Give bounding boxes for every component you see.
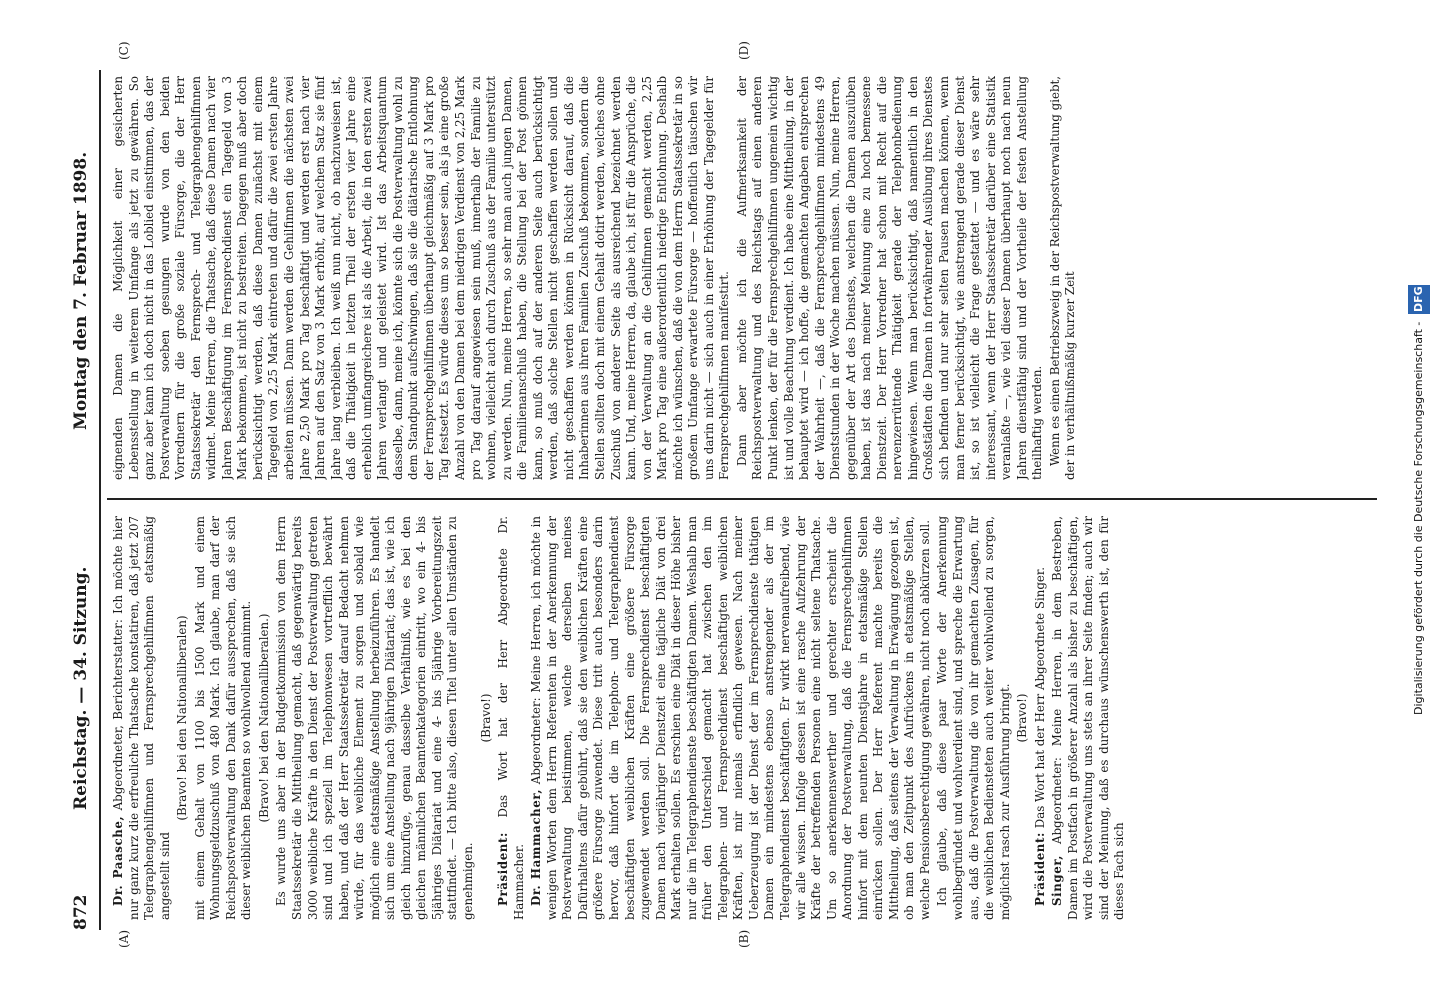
paragraph-text: Ich glaube, daß diese paar Worte der Anerkennung wohlbegründet und wohlverdient sind, und spreche die Erwartung aus, daß die Postverwaltung die von ihr gemachten Zusagen, für die weiblichen Bediensteten auch weiter wohlwollend zu sorgen, möglichst rasch zur Ausführung bringt. — [935, 516, 1012, 920]
paragraph — [1048, 76, 1079, 480]
dfg-logo: DFG — [1408, 285, 1430, 315]
header-left-title: Reichstag. — 34. Sitzung. — [71, 566, 91, 810]
page-number: 872 — [71, 894, 91, 930]
paragraph-text: Abgeordneter, Berichterstatter: Ich möchte hier nur ganz kurz die erfreuliche Thatsache konstatiren, daß jetzt 207 Telegraphengehilfinnen und Fernsprechgehilfinnen etatsmäßig angestellt sind — [111, 516, 172, 920]
speaker-name: Präsident: — [1032, 832, 1047, 906]
column-divider — [107, 498, 1377, 500]
paragraph-text: (Bravo!) — [478, 693, 493, 743]
paragraph — [935, 516, 1013, 920]
right-column — [111, 76, 1371, 480]
margin-marker-b: (B) — [737, 929, 751, 948]
paragraph-text: Das Wort hat der Herr Abgeordnete Dr. Hammacher. — [496, 516, 526, 920]
paragraph-text: Abgeordneter: Meine Herren, ich möchte in wenigen Worten dem Herrn Referenten in der Anerkennung der Postverwaltung beistimmen, welche derselben meines Dafürhaltens dafür gebührt, daß sie den weiblichen Kräften eine größere Fürsorge zuwendet. Diese tritt auch besonders darin hervor, daß hinfort die im Telephon- und Telegraphendienst beschäftigten weiblichen Kräften eine größere Fürsorge zugewendet werden soll. Die Fernsprechdienst beschäftigten Damen nach vierjähriger Dienstzeit eine tägliche Diät von drei Mark erhalten sollen. Es erschien eine Diät in dieser Höhe bisher nur die im Telegraphendienste beschäftigten Damen. Weshalb man früher den Unterschied gemacht hat zwischen den im Telegraphen- und Fernsprechdienst beschäftigten weiblichen Kräften, ist mir niemals erfindlich gewesen. Nach meiner Ueberzeugung ist der Dienst der im Fernsprechdienste thätigen Damen ein mindestens ebenso anstrengender als der im Telegraphendienst beschäftigten. Er wirkt nervenaufreibend, wie wir alle wissen. Infolge dessen ist eine rasche Aufzehrung der Kräfte der betreffenden Personen eine nicht seltene Thatsache. Um so anerkennenswerther und gerechter erscheint die Anordnung der Postverwaltung, daß die Fernsprechgehilfinnen hinfort mit dem neunten Dienstjahre in etatsmäßige Stellen einrücken sollen. Der Herr Referent machte bereits die Mittheilung, daß seitens der Verwaltung in Erwägung gezogen ist, ob man den Zeitpunkt des Aufrückens in etatsmäßige Stellen, welche Pensionsberechtigung gewähren, nicht noch abkürzen soll. — [529, 516, 932, 920]
paragraph-text: Abgeordneter: Meine Herren, in dem Bestreben, Damen im Postfach in größerer Anzahl als bisher zu beschäftigen, wird die Postverwaltung uns stets an ihrer Seite finden; auch wir sind der Meinung, daß es durchaus wünschenswerth ist, den für dieses Fach sich — [1050, 516, 1127, 920]
paragraph-text: (Bravo!) — [1015, 693, 1030, 743]
margin-marker-a: (A) — [117, 929, 131, 948]
paragraph-text: Das Wort hat der Herr Abgeordnete Singer. — [1032, 567, 1047, 829]
paragraph — [111, 76, 733, 480]
paragraph-text: Dann aber möchte ich die Aufmerksamkeit der Reichspostverwaltung und des Reichstags auf einen anderen Punkt lenken, der für die Fernsprechgehilfinnen ungemein wichtig ist und volle Beachtung verdient. Ich habe eine Mittheilung, in der behauptet wird — ich hoffe, die gemachten Angaben entsprechen der Wahrheit —, daß die Fernsprechgehilfinnen mindestens 49 Dienststunden in der Woche machen müssen. Nun, meine Herren, gegenüber der Art des Dienstes, welchen die Damen auszuüben haben, ist das nach meiner Meinung eine zu hoch bemessene Dienstzeit. Der Herr Vorredner hat schon mit Recht auf die nervenzerrüttende Thätigkeit gerade der Telephonbedienung hingewiesen. Wenn man berücksichtigt, daß namentlich in den Großstädten die Damen in fortwährender Ausübung ihres Dienstes sich befinden und nur sehr selten Pausen machen können, wenn man ferner berücksichtigt, wie anstrengend gerade dieser Dienst ist, so ist vielleicht die Frage gestattet — und es wäre sehr interessant, wenn der Herr Staatssekretär darüber eine Statistik veranlaßte —, wie viel dieser Damen überhaupt noch nach neun Jahren dienstfähig sind und der Vortheile der festen Anstellung theilhaftig werden. — [734, 76, 1045, 480]
paragraph — [1050, 516, 1128, 920]
header-rule — [99, 70, 101, 930]
paragraph-text: mit einem Gehalt von 1100 bis 1500 Mark und einem Wohnungsgeldzuschuß von 480 Mark. Ich glaube, man darf der Reichspostverwaltung den Dank dafür aussprechen, daß sie sich dieser weiblichen Beamten so wohlwollend annimmt. — [192, 516, 254, 920]
paragraph — [1033, 516, 1049, 920]
document-page — [37, 30, 1397, 970]
margin-marker-c: (C) — [117, 41, 131, 60]
paragraph — [175, 516, 191, 920]
paragraph — [274, 516, 476, 920]
speaker-name: Dr. Hammacher, — [529, 788, 544, 906]
speaker-name: Dr. Paasche, — [111, 815, 125, 906]
paragraph — [1015, 516, 1031, 920]
speaker-name: Singer, — [1050, 855, 1065, 906]
header-right-title: Montag den 7. Februar 1898. — [71, 151, 91, 430]
paragraph-text: eignenden Damen die Möglichkeit einer gesicherten Lebensstellung in weiterem Umfange als jetzt zu gewähren. So ganz aber kann ich doch nicht in das Loblied einstimmen, das der Postverwaltung soeben gesungen wurde von den beiden Vorrednern für die große soziale Fürsorge, die der Herr Staatssekretär den Fernsprech- und Telegraphengehilfinnen widmet. Meine Herren, die Thatsache, daß diese Damen nach vier Jahren Beschäftigung im Fernsprechdienst ein Tagegeld von 3 Mark bekommen, ist nicht zu bestreiten. Dagegen muß aber doch berücksichtigt werden, daß diese Damen zunächst mit einem Tagegeld von 2,25 Mark eintreten und dafür die zwei ersten Jahre arbeiten müssen. Dann werden die Gehilfinnen die nächsten zwei Jahre 2,50 Mark pro Tag beschäftigt und werden erst nach vier Jahren auf den Satz von 3 Mark erhöht, auf welchem Satz sie fünf Jahre lang verbleiben. Ich weiß nun nicht, ob nachzuweisen ist, daß die Thätigkeit in letzten Theil der ersten vier Jahre eine erheblich umfangreichere ist als die Arbeit, die in den ersten zwei Jahren verlangt und geleistet wird. Ist das Arbeitsquantum dasselbe, dann, meine ich, könnte sich die Postverwaltung wohl zu dem Standpunkt aufschwingen, daß sie die diätarische Entlohnung der Fernsprechgehilfinnen überhaupt gleichmäßig auf 3 Mark pro Tag festsetzt. Es würde dieses um so besser sein, als ja eine große Anzahl von den Damen bei dem niedrigen Verdienst von 2,25 Mark pro Tag darauf angewiesen sein muß, innerhalb der Familie zu wohnen, vielleicht auch durch Zuschuß aus der Familie unterstützt zu werden. Nun, meine Herren, so sehr man auch jungen Damen, die Familienanschluß haben, die Stellung bei der Post gönnen kann, so muß doch auf der anderen Seite auch berücksichtigt werden, daß solche Stellen nicht geschaffen werden sollen und nicht geschaffen werden können in Rücksicht darauf, daß die Inhaberinnen aus ihren Familien Zuschuß bekommen, sondern die Stellen sollten doch mit einem Gehalt dotirt werden, welches ohne Zuschuß von anderer Seite als ausreichend bezeichnet werden kann. Und, meine Herren, da, glaube ich, ist für die Ansprüche, die von der Verwaltung an die Gehilfinnen gemacht werden, 2,25 Mark pro Tag eine außerordentlich niedrige Entlohnung. Deshalb möchte ich wünschen, daß die von dem Herrn Staatssekretär in so großem Umfange erwartete Fürsorge — hoffentlich täuschen wir uns darin nicht — sich auch in einer Erhöhung der Tagegelder für Fernsprechgehilfinnen manifestirt. — [111, 76, 732, 480]
paragraph-text: (Bravo! bei den Nationalliberalen.) — [256, 613, 271, 823]
paragraph-text: Wenn es einen Betriebszweig in der Reichspostverwaltung giebt, der in verhältnißmäßig kurzer Zeit — [1047, 76, 1078, 480]
page-header — [67, 70, 95, 930]
speaker-name: Präsident: — [496, 832, 511, 906]
left-column — [111, 516, 1371, 920]
paragraph — [111, 516, 173, 920]
paragraph — [735, 76, 1046, 480]
paragraph — [193, 516, 255, 920]
margin-marker-d: (D) — [737, 41, 751, 60]
digitization-credit — [1408, 10, 1428, 990]
paragraph — [479, 516, 495, 920]
paragraph-text: (Bravo! bei den Nationalliberalen) — [175, 615, 190, 821]
paragraph — [529, 516, 933, 920]
credit-text: Digitalisierung gefördert durch die Deutsche Forschungsgemeinschaft - — [1412, 318, 1425, 716]
paragraph — [257, 516, 273, 920]
paragraph — [496, 516, 527, 920]
paragraph-text: Es wurde uns aber in der Budgetkommission von dem Herrn Staatssekretär die Mittheilung gemacht, daß gegenwärtig bereits 3000 weibliche Kräfte in den Dienst der Postverwaltung getreten sind und ich speziell im Telephonwesen vortrefflich bewährt haben, und daß der Herr Staatssekretär darauf Bedacht nehmen würde, für das weibliche Element zu sorgen und sobald wie möglich eine etatsmäßige Anstellung herbeizuführen. Es handelt sich um eine Anstellung nach 9jährigen Diätariat; das ist, wie ich gleich hinzufüge, genau dasselbe Verhältniß, wie es bei den gleichen männlichen Beamtenkategorien eintritt, wo ein 4- bis 5jähriges Diätariat und eine 4- bis 5jährige Vorbereitungszeit stattfindet. — Ich bitte also, diesen Titel unter allen Umständen zu genehmigen. — [274, 516, 476, 920]
